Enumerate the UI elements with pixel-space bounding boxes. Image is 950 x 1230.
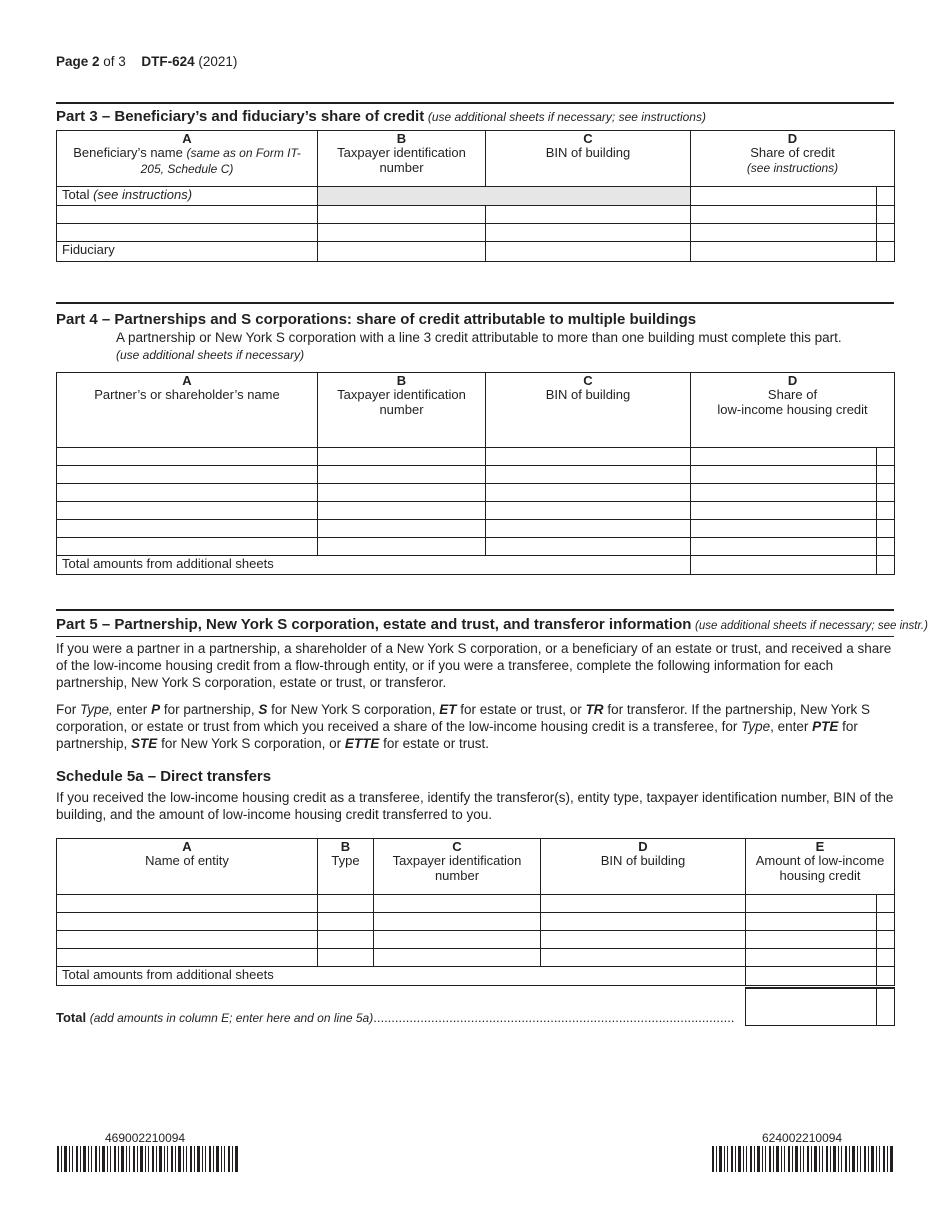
part5-rule: [56, 609, 894, 611]
part4-name-cell[interactable]: [57, 466, 318, 484]
barcode-left: [57, 1146, 238, 1172]
part3-total-row: Total (see instructions): [57, 187, 895, 206]
part3-tin-cell[interactable]: [318, 224, 486, 242]
sched5a-name-cell[interactable]: [57, 931, 318, 949]
part4-name-cell[interactable]: [57, 502, 318, 520]
table-row: [57, 949, 895, 967]
part4-title: Part 4 – Partnerships and S corporations: share of credit attributable to multiple buildings: [56, 311, 697, 328]
part4-share-cell[interactable]: [691, 520, 877, 538]
part5-subrule: [56, 636, 894, 637]
part3-note: (use additional sheets if necessary; see instructions): [427, 110, 706, 124]
part5-heading: [56, 616, 928, 633]
table-row: [57, 931, 895, 949]
part3-tin-cell[interactable]: [318, 206, 486, 224]
part3-name-cell[interactable]: [57, 206, 318, 224]
part4-col-d-header: D Share of low-income housing credit: [691, 373, 895, 448]
schedule-5a-table: [56, 838, 895, 986]
sched5a-type-cell[interactable]: [318, 895, 374, 913]
part3-bin-cell[interactable]: [486, 242, 691, 262]
table-row: [57, 520, 895, 538]
sched5a-name-cell[interactable]: [57, 895, 318, 913]
part3-tin-cell[interactable]: [318, 242, 486, 262]
sched5a-total-note: (add amounts in column E; enter here and on line 5a): [89, 1011, 374, 1025]
sched5a-tin-cell[interactable]: [374, 913, 541, 931]
part4-tin-cell[interactable]: [318, 466, 486, 484]
dot-leader: ....................................................................................................: [373, 1010, 735, 1025]
sched5a-bin-cell[interactable]: [541, 895, 746, 913]
part4-tin-cell[interactable]: [318, 520, 486, 538]
sched5a-bin-cell[interactable]: [541, 949, 746, 967]
part4-tin-cell[interactable]: [318, 448, 486, 466]
part4-bin-cell[interactable]: [486, 466, 691, 484]
sched5a-tin-cell[interactable]: [374, 949, 541, 967]
part3-share-cell[interactable]: [691, 224, 877, 242]
part4-bin-cell[interactable]: [486, 520, 691, 538]
sched5a-amount-cell[interactable]: [746, 895, 877, 913]
table-row: [57, 224, 895, 242]
sched5a-amount-cell[interactable]: [746, 931, 877, 949]
table-row: [57, 502, 895, 520]
part5-paragraph-2: For Type, enter P for partnership, S for New York S corporation, ET for estate or trust, or TR for transferor. If the partnership, New York S corporation, or estate or trust from which you received a share of the low-income housing credit is a transferee, for Type, enter PTE for partnership, STE for New York S corporation, or ETTE for estate or trust.: [56, 702, 870, 751]
part4-total-label: Total amounts from additional sheets: [62, 556, 274, 571]
part4-name-cell[interactable]: [57, 448, 318, 466]
sched5a-type-cell[interactable]: [318, 931, 374, 949]
part4-tin-cell[interactable]: [318, 538, 486, 556]
sched5a-sheets-amount[interactable]: [746, 967, 877, 986]
sched5a-sheets-row: [57, 967, 895, 986]
part3-heading: [56, 108, 706, 125]
barcode-left-number: 469002210094: [105, 1131, 186, 1145]
page-header: [56, 54, 237, 69]
part3-fiduciary-row: [57, 242, 895, 262]
part4-bin-cell[interactable]: [486, 538, 691, 556]
part4-rule: [56, 302, 894, 304]
barcode-right-number: 624002210094: [762, 1131, 843, 1145]
sched5a-total-line: [56, 1010, 742, 1025]
part3-total-amount[interactable]: [691, 187, 877, 206]
table-row: [57, 484, 895, 502]
page-prefix: Page: [56, 54, 93, 69]
part4-col-c-header: C BIN of building: [486, 373, 691, 448]
part3-title: Part 3 – Beneficiary’s and fiduciary’s share of credit: [56, 108, 425, 125]
part4-tin-cell[interactable]: [318, 502, 486, 520]
part4-name-cell[interactable]: [57, 538, 318, 556]
sched5a-type-cell[interactable]: [318, 913, 374, 931]
sched5a-col-d-header: D BIN of building: [541, 839, 746, 895]
part4-col-b-header: B Taxpayer identification number: [318, 373, 486, 448]
part3-share-cell[interactable]: [691, 242, 877, 262]
part5-title: Part 5 – Partnership, New York S corporation, estate and trust, and transferor information: [56, 616, 692, 633]
part3-fiduciary-label: Fiduciary: [62, 242, 115, 257]
sched5a-total-amount[interactable]: [745, 987, 895, 1026]
part4-bin-cell[interactable]: [486, 502, 691, 520]
table-row: [57, 206, 895, 224]
part3-col-b-header: B Taxpayer identification number: [318, 131, 486, 187]
sched5a-name-cell[interactable]: [57, 913, 318, 931]
part3-col-a-header: A Beneficiary’s name (same as on Form IT-205, Schedule C): [57, 131, 318, 187]
part3-share-cell[interactable]: [691, 206, 877, 224]
part3-name-cell[interactable]: [57, 224, 318, 242]
table-row: [57, 538, 895, 556]
sched5a-amount-cell[interactable]: [746, 949, 877, 967]
schedule-5a-title: Schedule 5a – Direct transfers: [56, 768, 272, 785]
part4-bin-cell[interactable]: [486, 484, 691, 502]
part4-share-cell[interactable]: [691, 466, 877, 484]
sched5a-amount-cell[interactable]: [746, 913, 877, 931]
sched5a-name-cell[interactable]: [57, 949, 318, 967]
table-row: [57, 913, 895, 931]
part3-shaded-cell: [318, 187, 691, 206]
schedule-5a-paragraph: If you received the low-income housing credit as a transferee, identify the transferor(s), entity type, taxpayer identification number, BIN of the building, and the amount of low-income housing credit transferred to you.: [56, 790, 894, 822]
part4-bin-cell[interactable]: [486, 448, 691, 466]
part3-col-c-header: C BIN of building: [486, 131, 691, 187]
part4-table: [56, 372, 895, 575]
sched5a-col-e-header: E Amount of low-income housing credit: [746, 839, 895, 895]
part4-share-cell[interactable]: [691, 538, 877, 556]
sched5a-col-c-header: C Taxpayer identification number: [374, 839, 541, 895]
part4-name-cell[interactable]: [57, 484, 318, 502]
table-row: [57, 448, 895, 466]
part4-total-amount[interactable]: [691, 556, 877, 575]
page-suffix: of 3: [99, 54, 126, 69]
part4-total-row: [57, 556, 895, 575]
barcode-right: [712, 1146, 894, 1172]
part4-share-cell[interactable]: [691, 502, 877, 520]
part4-intro: A partnership or New York S corporation with a line 3 credit attributable to more than one building must complete this part.: [116, 330, 842, 345]
sched5a-sheets-label: Total amounts from additional sheets: [62, 967, 274, 982]
part3-rule: [56, 102, 894, 104]
part4-share-cell[interactable]: [691, 484, 877, 502]
part4-note: (use additional sheets if necessary): [116, 348, 305, 362]
page-number: 2: [92, 54, 100, 69]
part4-share-cell[interactable]: [691, 448, 877, 466]
part4-name-cell[interactable]: [57, 520, 318, 538]
sched5a-tin-cell[interactable]: [374, 931, 541, 949]
part3-col-d-header: D Share of credit (see instructions): [691, 131, 895, 187]
sched5a-bin-cell[interactable]: [541, 931, 746, 949]
form-year: (2021): [198, 54, 238, 69]
form-id: DTF-624: [141, 54, 195, 69]
sched5a-total-label: Total: [56, 1010, 87, 1025]
part3-table: [56, 130, 895, 262]
part4-col-a-header: A Partner’s or shareholder’s name: [57, 373, 318, 448]
sched5a-bin-cell[interactable]: [541, 913, 746, 931]
part5-paragraph-1: If you were a partner in a partnership, a shareholder of a New York S corporation, or a beneficiary of an estate or trust, and received a share of the low-income housing credit from a flow-through entity, or if you were a transferee, complete the following information for each partnership, New York S corporation, estate or trust, or transferor.: [56, 641, 892, 690]
part3-bin-cell[interactable]: [486, 224, 691, 242]
part4-tin-cell[interactable]: [318, 484, 486, 502]
part3-bin-cell[interactable]: [486, 206, 691, 224]
table-row: [57, 466, 895, 484]
part3-total-label: Total: [62, 187, 90, 202]
sched5a-tin-cell[interactable]: [374, 895, 541, 913]
table-row: [57, 895, 895, 913]
sched5a-type-cell[interactable]: [318, 949, 374, 967]
sched5a-col-b-header: B Type: [318, 839, 374, 895]
sched5a-col-a-header: A Name of entity: [57, 839, 318, 895]
part5-note: (use additional sheets if necessary; see instr.): [695, 620, 928, 632]
